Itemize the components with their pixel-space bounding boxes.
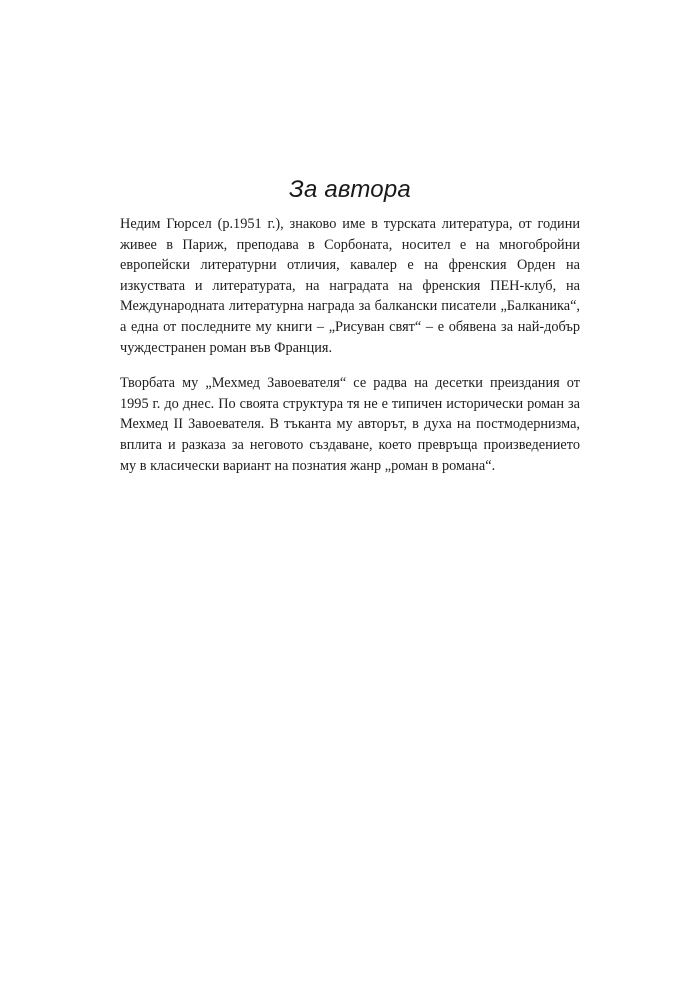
paragraph-novel: Творбата му „Мехмед Завоевателя“ се радва на десетки преиздания от 1995 г. до днес. По своята структура тя не е типичен исторически роман за Мехмед II Завоевателя. В тъканта му авторът, в духа на постмодернизма, вплита и разказа за неговото създаване, което превръща произведението му в класически вариант на познатия жанр „роман в романа“. — [120, 375, 580, 474]
page-title: За автора — [289, 176, 411, 203]
paragraph-biography: Недим Гюрсел (р.1951 г.), знаково име в турската литература, от години живее в Париж, преподава в Сорбоната, носител е на многобройни европейски литературни отличия, кавалер е на френския Орден на изкуствата и литературата, на наградата на френския ПЕН-клуб, на Международната литературна награда за балкански писатели „Балканика“, а една от последните му книги – „Рисуван свят“ – е обявена за най-добър чуждестранен роман във Франция. — [120, 216, 580, 356]
body-text — [120, 214, 580, 476]
